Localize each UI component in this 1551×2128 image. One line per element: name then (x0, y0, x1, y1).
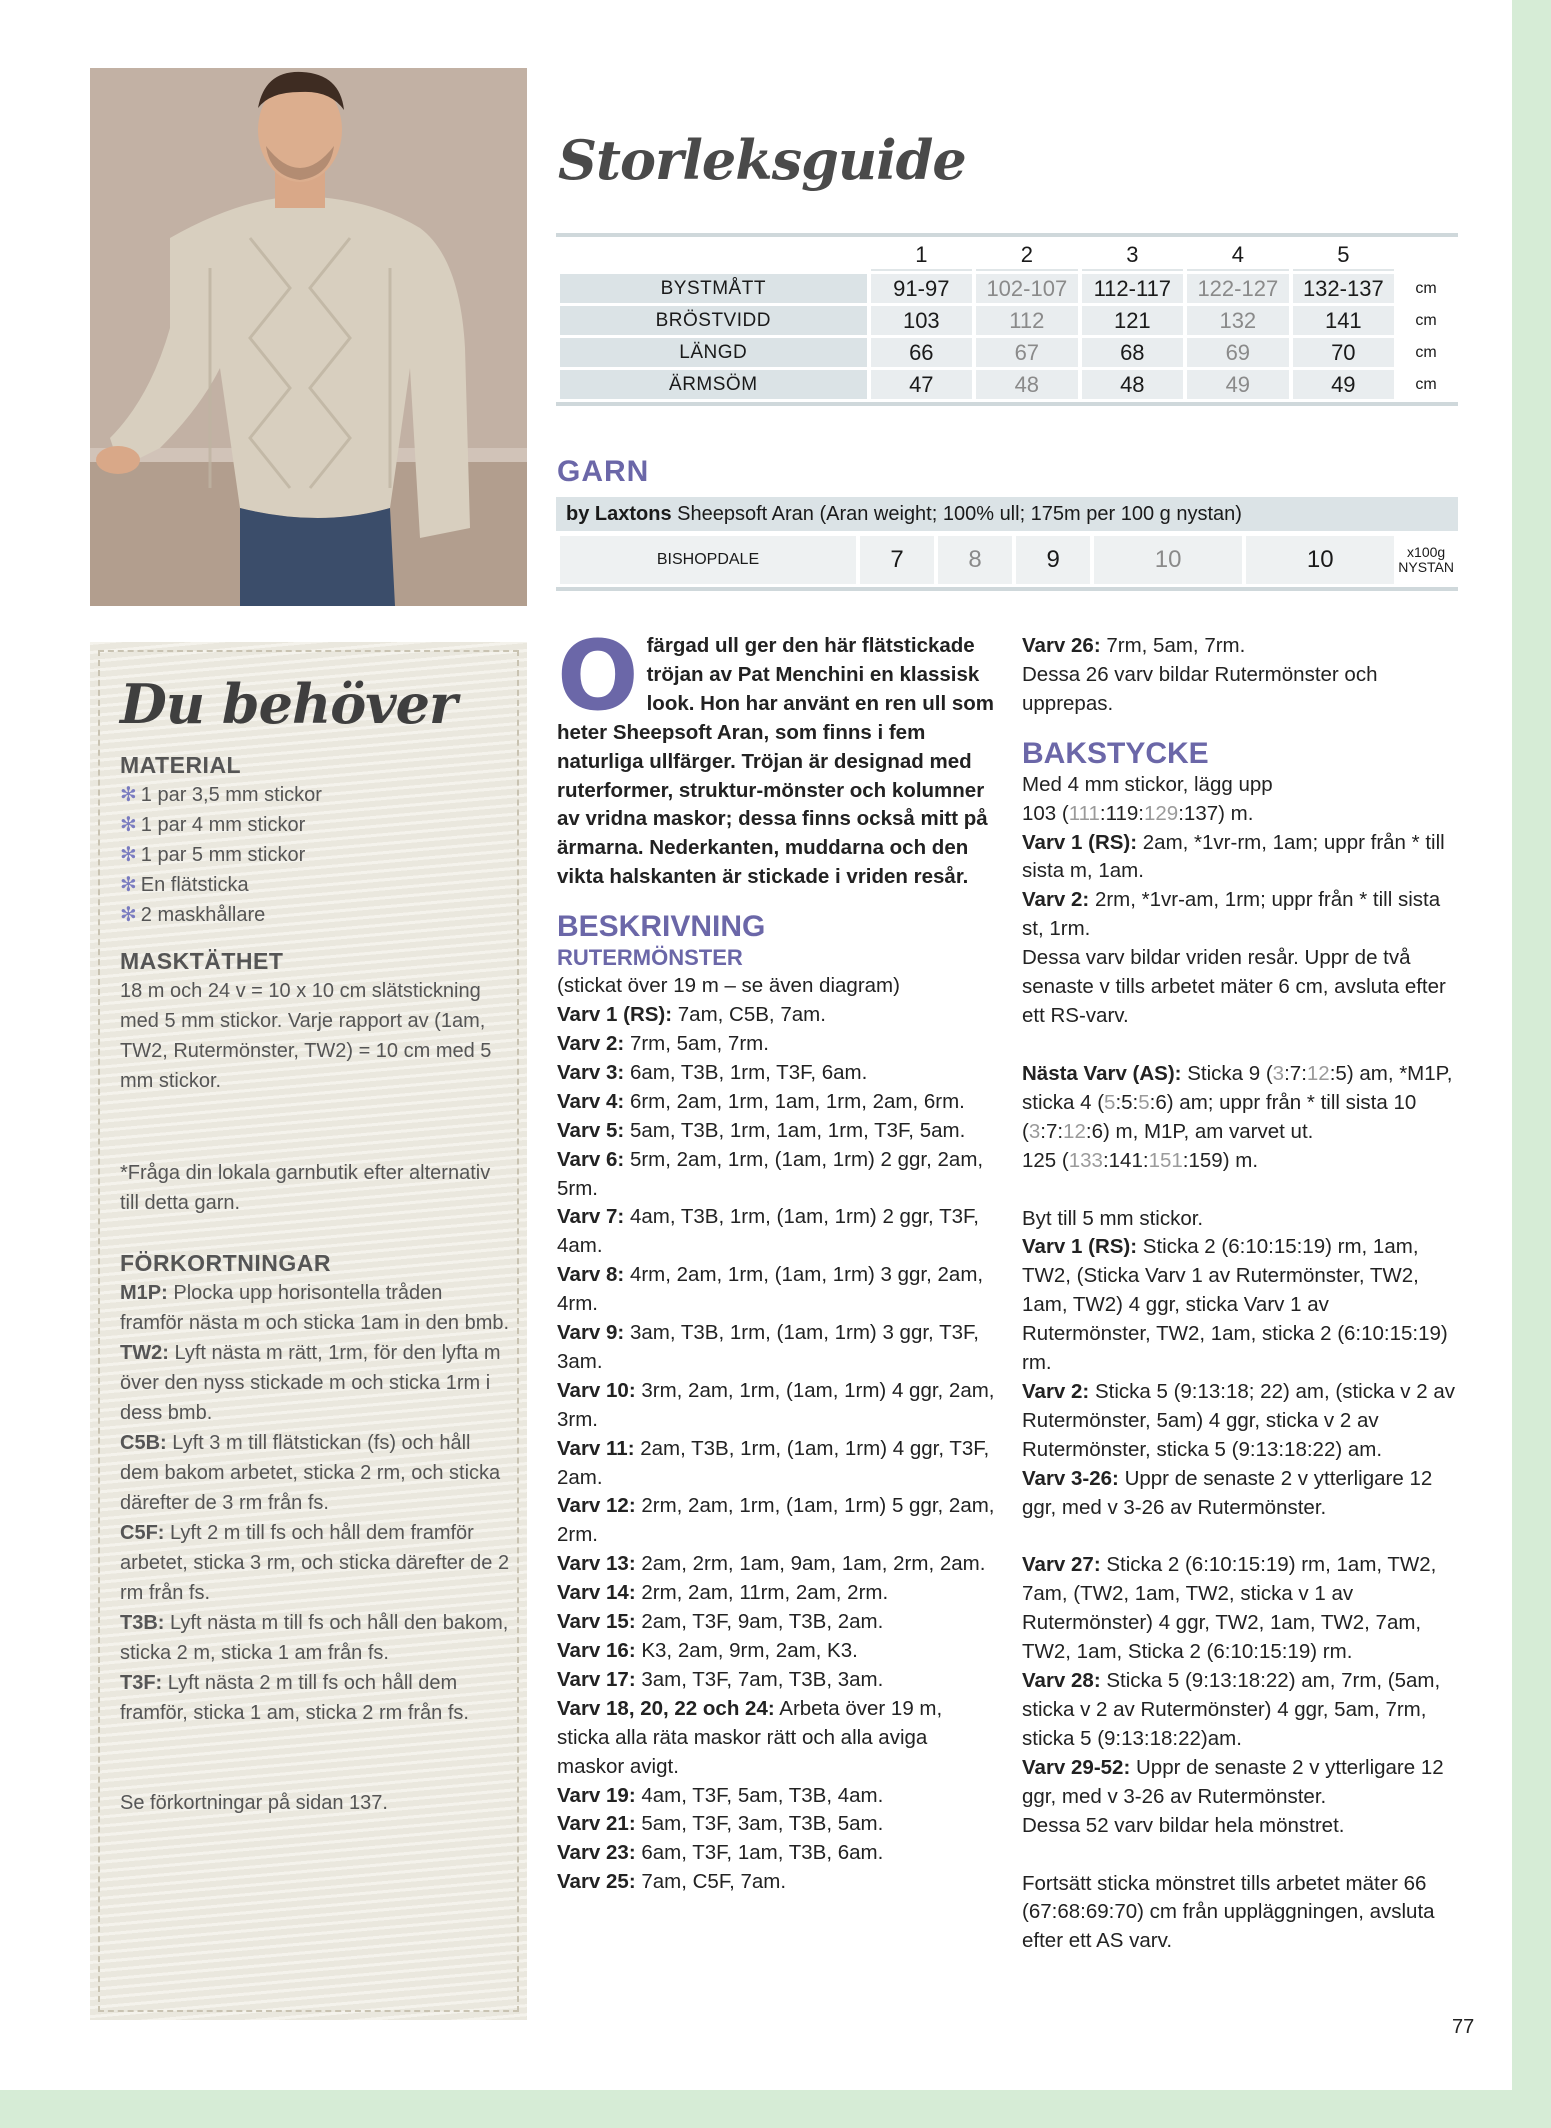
table-cell: 132-137 (1293, 274, 1395, 303)
unit-label: cm (1398, 370, 1454, 399)
pattern-row: Varv 6: 5rm, 2am, 1rm, (1am, 1rm) 2 ggr, 2am, 5rm. (557, 1147, 984, 1200)
repeat-note: Dessa 26 varv bildar Rutermönster och upprepas. (1022, 662, 1378, 715)
asterisk-icon: ✻ (120, 814, 137, 836)
pattern-row: Varv 10: 3rm, 2am, 1rm, (1am, 1rm) 4 ggr, 2am, 3rm. (557, 1378, 995, 1431)
sidebar-title: Du behöver (120, 672, 457, 736)
yarn-description (556, 497, 1458, 531)
pattern-row: Varv 1 (RS): 7am, C5B, 7am. (557, 1003, 826, 1027)
pattern-row: Varv 5: 5am, T3B, 1rm, 1am, 1rm, T3F, 5am. (557, 1118, 966, 1142)
list-item: ✻ 1 par 4 mm stickor (120, 814, 306, 836)
pattern-row: Varv 2: Sticka 5 (9:13:18; 22) am, (sticka v 2 av Rutermönster, 5am) 4 ggr, sticka v 2 av Rutermönster, sticka 5 (9:13:18:22) am. (1022, 1379, 1455, 1461)
asterisk-icon: ✻ (120, 874, 137, 896)
pattern-row: Varv 1 (RS): Sticka 2 (6:10:15:19) rm, 1am, TW2, (Sticka Varv 1 av Rutermönster, TW2, 1am, TW2) 4 ggr, sticka Varv 1 av Rutermönster, TW2, 1am, sticka 2 (6:10:15:19) rm. (1022, 1235, 1448, 1375)
table-cell: 112 (976, 306, 1078, 335)
abbreviation: TW2: Lyft nästa m rätt, 1rm, för den lyfta m över den nyss stickade m och sticka 1rm i dess bmb. (120, 1342, 501, 1424)
pattern-row: Varv 15: 2am, T3F, 9am, T3B, 2am. (557, 1610, 884, 1634)
row-label: BRÖSTVIDD (560, 306, 867, 335)
size-label: 1 (871, 240, 973, 271)
table-cell: 47 (871, 370, 973, 399)
column-1 (557, 620, 997, 1897)
table-cell: 9 (1016, 536, 1090, 584)
pattern-row: Varv 26: 7rm, 5am, 7rm. (1022, 634, 1246, 657)
list-item: ✻ En flätsticka (120, 874, 249, 896)
pattern-row: Nästa Varv (AS): Sticka 9 (3:7:12:5) am, *M1P, sticka 4 (5:5:5:6) am; uppr från * till sista 10 (3:7:12:6) m, M1P, am varvet ut. 125 (133:141:151:159) m. (1022, 1061, 1453, 1172)
table-cell: 103 (871, 306, 973, 335)
pattern-row: Varv 14: 2rm, 2am, 11rm, 2am, 2rm. (557, 1581, 889, 1605)
table-cell: 67 (976, 338, 1078, 367)
size-label: 5 (1293, 240, 1395, 271)
table-cell: 7 (860, 536, 934, 584)
pattern-row: Varv 29-52: Uppr de senaste 2 v ytterligare 12 ggr, med v 3-26 av Rutermönster. (1022, 1755, 1444, 1808)
table-cell: 66 (871, 338, 973, 367)
pattern-row: Varv 11: 2am, T3B, 1rm, (1am, 1rm) 4 ggr, T3F, 2am. (557, 1436, 990, 1489)
table-cell: 10 (1246, 536, 1394, 584)
table-row (560, 338, 1454, 367)
row-label: LÄNGD (560, 338, 867, 367)
list-item: ✻ 1 par 5 mm stickor (120, 844, 306, 866)
pattern-row: Varv 28: Sticka 5 (9:13:18:22) am, 7rm, (5am, sticka v 2 av Rutermönster) 4 ggr, 5am, 7rm, sticka 5 (9:13:18:22)am. (1022, 1669, 1441, 1750)
gauge-text: 18 m och 24 v = 10 x 10 cm slätstickning med 5 mm stickor. Varje rapport av (1am, TW2, Rutermönster, TW2) = 10 cm med 5 mm stickor. (120, 980, 492, 1092)
pattern-row: Varv 23: 6am, T3F, 1am, T3B, 6am. (557, 1841, 884, 1865)
pattern-row: Varv 3: 6am, T3B, 1rm, T3F, 6am. (557, 1060, 868, 1084)
table-cell: 91-97 (871, 274, 973, 303)
table-cell: 49 (1187, 370, 1289, 399)
table-row (560, 274, 1454, 303)
pattern-row: Varv 2: 2rm, *1vr-am, 1rm; uppr från * till sista st, 1rm. (1022, 888, 1441, 941)
rib-note: Dessa varv bildar vriden resår. Uppr de två senaste v tills arbetet mäter 6 cm, avsluta efter ett RS-varv. (1022, 946, 1446, 1027)
cast-on-text: Med 4 mm stickor, lägg upp 103 (111:119:129:137) m. (1022, 772, 1273, 825)
size-label: 3 (1082, 240, 1184, 271)
pattern-row: Varv 27: Sticka 2 (6:10:15:19) rm, 1am, TW2, 7am, (TW2, 1am, TW2, sticka v 1 av Rutermönster) 4 ggr, TW2, 1am, TW2, 7am, TW2, 1am, Sticka 2 (6:10:15:19) rm. (1022, 1553, 1437, 1664)
yarn-note: *Fråga din lokala garnbutik efter alternativ till detta garn. (120, 1162, 491, 1214)
table-cell: 122-127 (1187, 274, 1289, 303)
pattern-row: Varv 18, 20, 22 och 24: Arbeta över 19 m, sticka alla räta maskor rätt och alla aviga maskor avigt. (557, 1696, 943, 1778)
yarn-text: Sheepsoft Aran (Aran weight; 100% ull; 175m per 100 g nystan) (677, 503, 1242, 525)
yarn-color-name: BISHOPDALE (560, 536, 856, 584)
pattern-row: Varv 17: 3am, T3F, 7am, T3B, 3am. (557, 1667, 884, 1691)
table-cell: 70 (1293, 338, 1395, 367)
yarn-unit: x100g NYSTAN (1398, 536, 1454, 584)
pattern-row: Varv 19: 4am, T3F, 5am, T3B, 4am. (557, 1783, 884, 1807)
size-guide-title: Storleksguide (558, 128, 966, 192)
table-cell: 102-107 (976, 274, 1078, 303)
pattern-row: Varv 8: 4rm, 2am, 1rm, (1am, 1rm) 3 ggr, 2am, 4rm. (557, 1263, 984, 1316)
table-row (560, 306, 1454, 335)
material-heading: MATERIAL (120, 752, 242, 778)
abbreviations-reference: Se förkortningar på sidan 137. (120, 1792, 388, 1814)
pattern-row: Varv 16: K3, 2am, 9rm, 2am, K3. (557, 1639, 858, 1662)
pattern-row: Varv 9: 3am, T3B, 1rm, (1am, 1rm) 3 ggr, T3F, 3am. (557, 1321, 979, 1373)
pattern-note: (stickat över 19 m – se även diagram) (557, 974, 900, 998)
table-cell: 48 (1082, 370, 1184, 399)
drop-cap: O (557, 620, 639, 732)
unit-label: cm (1398, 274, 1454, 303)
garn-heading: GARN (557, 455, 650, 488)
table-cell: 49 (1293, 370, 1395, 399)
table-cell: 112-117 (1082, 274, 1184, 303)
table-row (560, 536, 1454, 584)
needle-change: Byt till 5 mm stickor. (1022, 1206, 1204, 1230)
pattern-row: Varv 13: 2am, 2rm, 1am, 9am, 1am, 2rm, 2am. (557, 1552, 986, 1576)
bakstycke-heading: BAKSTYCKE (1022, 736, 1209, 770)
size-label: 4 (1187, 240, 1289, 271)
table-cell: 121 (1082, 306, 1184, 335)
column-2 (1022, 632, 1462, 1956)
pattern-row: Varv 1 (RS): 2am, *1vr-rm, 1am; uppr från * till sista m, 1am. (1022, 830, 1445, 883)
intro-paragraph: Ofärgad ull ger den här flätstickade tröjan av Pat Menchini en klassisk look. Hon har använt en ren ull som heter Sheepsoft Aran, som finns i fem naturliga ullfärger. Tröjan är designad med ruterformer, struktur-mönster och kolumner av vridna maskor; dessa finns också mitt på ärmarna. Nederkanten, muddarna och den vikta halskanten är stickade i vriden resår. (557, 620, 995, 889)
list-item: ✻ 1 par 3,5 mm stickor (120, 784, 322, 806)
abbreviation: T3B: Lyft nästa m till fs och håll den bakom, sticka 2 m, sticka 1 am från fs. (120, 1612, 509, 1664)
page-number: 77 (1452, 2016, 1475, 2038)
row-label: ÄRMSÖM (560, 370, 867, 399)
pattern-row: Varv 12: 2rm, 2am, 1rm, (1am, 1rm) 5 ggr, 2am, 2rm. (557, 1494, 995, 1547)
pattern-row: Varv 3-26: Uppr de senaste 2 v ytterligare 12 ggr, med v 3-26 av Rutermönster. (1022, 1466, 1433, 1519)
table-cell: 69 (1187, 338, 1289, 367)
pattern-row: Varv 25: 7am, C5F, 7am. (557, 1870, 787, 1894)
pattern-row: Varv 21: 5am, T3F, 3am, T3B, 5am. (557, 1812, 884, 1836)
table-cell: 132 (1187, 306, 1289, 335)
pattern-row: Varv 4: 6rm, 2am, 1rm, 1am, 1rm, 2am, 6rm. (557, 1089, 965, 1113)
asterisk-icon: ✻ (120, 844, 137, 866)
yarn-table (556, 533, 1458, 591)
abbreviation: C5B: Lyft 3 m till flätstickan (fs) och håll dem bakom arbetet, sticka 2 rm, och sticka därefter de 3 rm från fs. (120, 1432, 501, 1514)
materials-sidebar (90, 642, 527, 2020)
gauge-heading: MASKTÄTHET (120, 948, 284, 974)
table-cell: 141 (1293, 306, 1395, 335)
size-header-row (560, 240, 1454, 271)
pattern-note: Dessa 52 varv bildar hela mönstret. (1022, 1813, 1345, 1837)
abbreviations-heading: FÖRKORTNINGAR (120, 1250, 331, 1276)
row-label: BYSTMÅTT (560, 274, 867, 303)
table-cell: 48 (976, 370, 1078, 399)
asterisk-icon: ✻ (120, 904, 137, 926)
final-instruction: Fortsätt sticka mönstret tills arbetet mäter 66 (67:68:69:70) cm från uppläggningen, avsluta efter ett AS varv. (1022, 1871, 1435, 1953)
list-item: ✻ 2 maskhållare (120, 904, 266, 926)
model-photo (90, 68, 527, 606)
abbreviation: C5F: Lyft 2 m till fs och håll dem framför arbetet, sticka 3 rm, och sticka därefter de 2 rm från fs. (120, 1522, 510, 1604)
table-cell: 10 (1094, 536, 1242, 584)
table-row (560, 370, 1454, 399)
yarn-brand: by Laxtons (566, 503, 672, 525)
size-table (556, 233, 1458, 406)
pattern-row: Varv 2: 7rm, 5am, 7rm. (557, 1031, 769, 1055)
sweater-model-illustration (90, 68, 527, 606)
abbreviation: T3F: Lyft nästa 2 m till fs och håll dem framför, sticka 1 am, sticka 2 rm från fs. (120, 1672, 469, 1724)
table-cell: 8 (938, 536, 1012, 584)
pattern-row: Varv 7: 4am, T3B, 1rm, (1am, 1rm) 2 ggr, T3F, 4am. (557, 1205, 979, 1258)
rutermonster-heading: RUTERMÖNSTER (557, 945, 743, 971)
table-cell: 68 (1082, 338, 1184, 367)
beskrivning-heading: BESKRIVNING (557, 910, 766, 944)
unit-label: cm (1398, 338, 1454, 367)
unit-label: cm (1398, 306, 1454, 335)
asterisk-icon: ✻ (120, 784, 137, 806)
size-label: 2 (976, 240, 1078, 271)
abbreviation: M1P: Plocka upp horisontella tråden framför nästa m och sticka 1am in den bmb. (120, 1282, 510, 1334)
